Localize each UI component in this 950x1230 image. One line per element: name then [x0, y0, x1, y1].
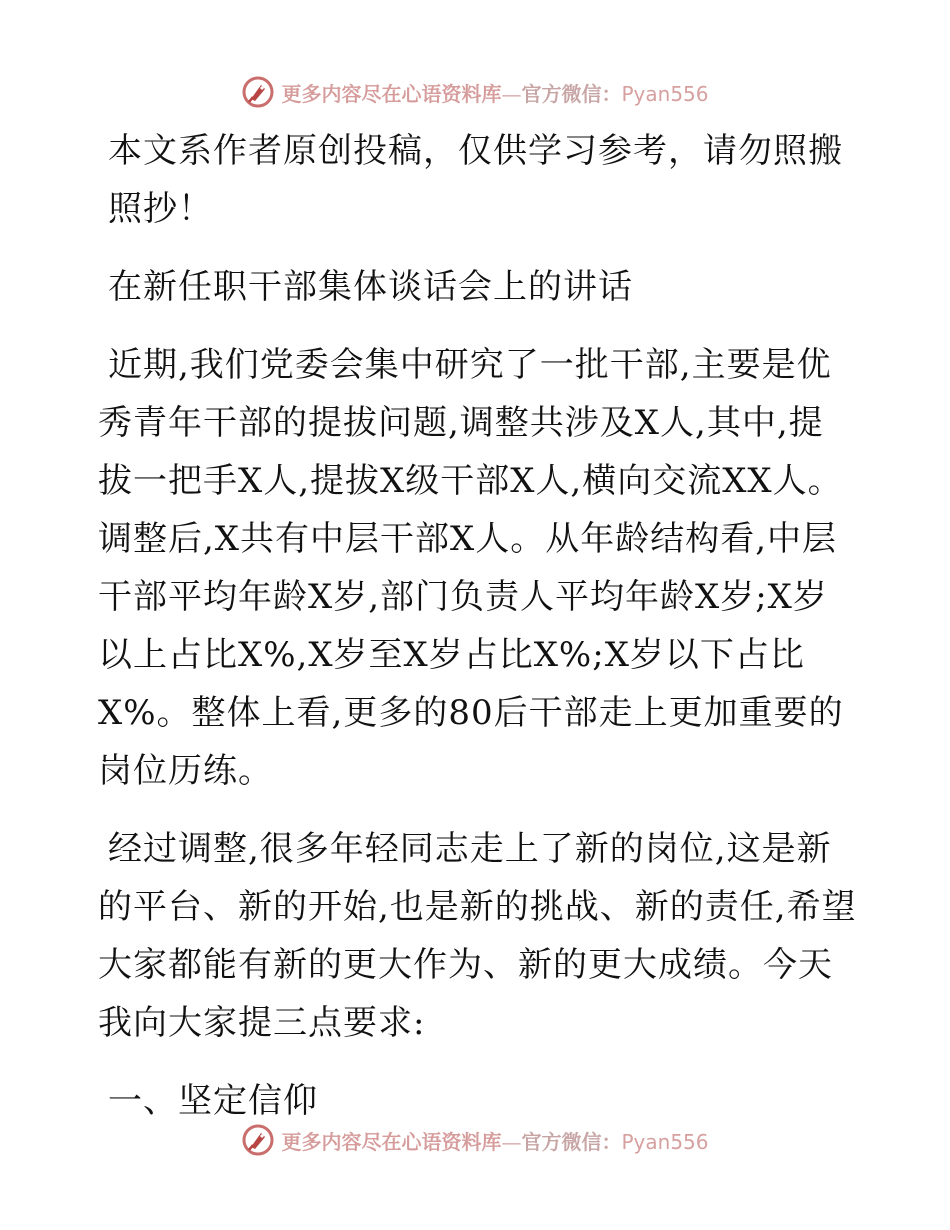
speech-title: 在新任职干部集体谈话会上的讲话	[108, 267, 633, 307]
document-body	[98, 122, 858, 1130]
header-watermark	[0, 72, 950, 112]
watermark-text	[281, 78, 708, 107]
watermark-text	[281, 1126, 708, 1155]
watermark-wechat-id: Pyan556	[621, 81, 709, 106]
watermark-label: 官方微信：	[521, 81, 622, 106]
paragraph-1	[98, 336, 858, 800]
watermark-dash: —	[501, 81, 522, 106]
pen-nib-logo-icon	[241, 75, 275, 109]
watermark-label: 官方微信：	[521, 1129, 622, 1154]
watermark-wechat-id: Pyan556	[621, 1129, 709, 1154]
footer-watermark	[0, 1120, 950, 1160]
copyright-notice: 本文系作者原创投稿，仅供学习参考，请勿照搬照抄！	[108, 131, 843, 229]
paragraph-2-text: 经过调整,很多年轻同志走上了新的岗位,这是新的平台、新的开始,也是新的挑战、新的责任,希望大家都能有新的更大作为、新的更大成绩。今天我向大家提三点要求:	[98, 829, 857, 1043]
watermark-site: 更多内容尽在心语资料库	[281, 81, 502, 106]
watermark-site: 更多内容尽在心语资料库	[281, 1129, 502, 1154]
paragraph-1-text: 近期,我们党委会集中研究了一批干部,主要是优秀青年干部的提拔问题,调整共涉及X人,其中,提拔一把手X人,提拔X级干部X人,横向交流XX人。调整后,X共有中层干部X人。从年龄结构看,中层干部平均年龄X岁,部门负责人平均年龄X岁;X岁以上占比X%,X岁至X岁占比X%;X岁以下占比X%。整体上看,更多的80后干部走上更加重要的岗位历练。	[98, 345, 844, 791]
paragraph-2	[98, 820, 858, 1052]
section-heading: 一、坚定信仰	[108, 1081, 318, 1121]
watermark-dash: —	[501, 1129, 522, 1154]
pen-nib-logo-icon	[241, 1123, 275, 1157]
